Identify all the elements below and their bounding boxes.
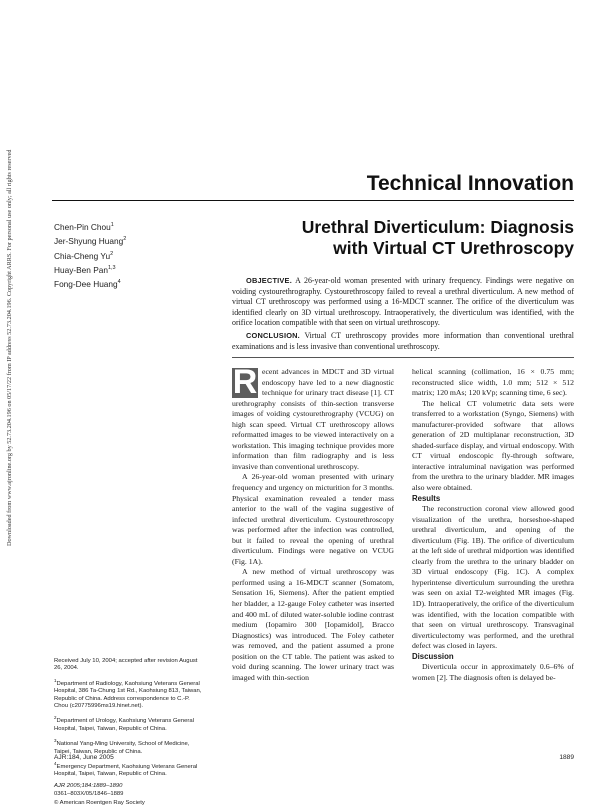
- objective-label: OBJECTIVE.: [246, 276, 292, 285]
- author: Fong-Dee Huang$^4$: [54, 279, 121, 290]
- body-column-left: [232, 363, 394, 683]
- author: Chia-Cheng Yu$^2$: [54, 250, 114, 261]
- affiliation: $^1$Department of Radiology, Kaohsiung Veterans General Hospital, 386 Ta-Chung 1st Rd., Kaohsiung 813, Taiwan, Republic of China. Address correspondence to C.-P. Chou (c20775996ms19.hinet.net).: [54, 677, 202, 709]
- article-title: Urethral Diverticulum: Diagnosis with Virtual CT Urethroscopy: [301, 217, 574, 258]
- page-number: 1889: [559, 754, 574, 761]
- author: Jer-Shyung Huang$^2$: [54, 236, 127, 247]
- journal-footer: AJR:184, June 2005: [54, 754, 114, 761]
- paragraph: Diverticula occur in approximately 0.6–6% of women [2]. The diagnosis often is delayed be-: [412, 662, 574, 682]
- issn: 0361–803X/05/1846–1889: [54, 791, 124, 798]
- abstract-objective: OBJECTIVE. A 26-year-old woman presented with urinary frequency. Findings were negative on voiding cystourethrography. Cystourethroscopy failed to reveal a urethral diverticulum. A new method of virtual CT urethroscopy was performed using a 16-MDCT scanner. The orifice of the diverticulum was identified clearly on 3D virtual urethroscopy. Intraoperatively, the diverticulum was identified, with the orifice location compatible with that seen on virtual urethroscopy.: [232, 276, 574, 328]
- affiliation: $^3$National Yang-Ming University, School of Medicine, Taipei, Taiwan, Republic of China.: [54, 738, 190, 755]
- paragraph: helical scanning (collimation, 16 × 0.75 mm; reconstructed slice width, 1.0 mm; 512 × 512 matrix; 120 mAs; 120 kVp; scanning time, 6 sec).: [412, 367, 574, 398]
- author: Chen-Pin Chou$^1$: [54, 221, 114, 232]
- citation: AJR 2005;184:1889–1890: [54, 782, 123, 789]
- download-notice: Downloaded from www.ajronline.org by 52.73.204.196 on 05/17/22 from IP address 52.73.204.196. Copyright ARRS. For personal use only; all rights reserved: [6, 149, 13, 546]
- paragraph: R ecent advances in MDCT and 3D virtual endoscopy have led to a new diagnostic technique for urinary tract disease [1]. CT urethrography consists of thin-section transverse images of voiding cystourethrography (VCUG) on high scan speed. Virtual CT urethroscopy allows reformatted images to be viewed interactively on a workstation. This imaging technique provides more information than film radiography and is less invasive than conventional urethroscopy.: [232, 363, 394, 471]
- drop-cap: R: [232, 363, 258, 401]
- body-column-right: [412, 367, 574, 683]
- copyright: © American Roentgen Ray Society: [54, 799, 145, 806]
- discussion-heading: Discussion: [412, 651, 454, 661]
- author: Huay-Ben Pan$^{1,3}$: [54, 264, 116, 275]
- paragraph: A new method of virtual urethroscopy was performed using a 16-MDCT scanner (Somatom, Sensation 16, Siemens). After the patient emptied her bladder, a 12-gauge Foley catheter was inserted and 400 mL of diluted water-soluble iodine contrast medium (Iopamiro 300 [Iopamidol], Bracco Diagnostics) was introduced. The Foley catheter was removed, and the patient assumed a prone position on the CT table. The patient was asked to void during scanning. The lower urinary tract was imaged with thin-section: [232, 567, 394, 682]
- abstract-divider: [232, 357, 574, 358]
- paragraph: A 26-year-old woman presented with urinary frequency and urgency on micturition for 3 months. Physical examination revealed a tender mass anterior to the wall of the vagina suggestive of infected urethral diverticulum. Cystourethroscopy was performed after the infection was controlled, but it failed to reveal the opening of urethral diverticulum. Findings were negative on VCUG (Fig. 1A).: [232, 472, 394, 566]
- paragraph: The reconstruction coronal view allowed good visualization of the urethra, horseshoe-shaped urethral diverticulum, and opening of the diverticulum (Fig. 1B). The orifice of diverticulum at the left side of urethral midportion was identified clearly from the urethra to the urinary bladder on 3D virtual endoscopy (Fig. 1C). A complex hyperintense diverticulum surrounding the urethra was seen on axial T2-weighted MR images (Fig. 1D). Intraoperatively, the orifice of the diverticulum was identified, with the location compatible with that seen on virtual urethroscopy. Transvaginal diverticulectomy was performed, and the urethral defect was closed in layers.: [412, 504, 574, 651]
- affiliation: $^4$Emergency Department, Kaohsiung Veterans General Hospital, Taipei, Taiwan, Republic of China.: [54, 760, 198, 778]
- section-divider: [52, 200, 574, 201]
- section-title: Technical Innovation: [366, 172, 574, 195]
- received-dates: Received July 10, 2004; accepted after revision August 26, 2004.: [54, 658, 198, 672]
- footnotes: [54, 658, 204, 811]
- abstract: [232, 276, 574, 354]
- abstract-conclusion: CONCLUSION. Virtual CT urethroscopy provides more information than conventional urethral examinations and is less invasive than conventional urethroscopy.: [232, 330, 574, 351]
- conclusion-label: CONCLUSION.: [246, 330, 300, 340]
- author-list: [54, 219, 126, 291]
- affiliation: $^2$Department of Urology, Kaohsiung Veterans General Hospital, Taipei, Taiwan, Republic of China.: [54, 715, 194, 732]
- paragraph: The helical CT volumetric data sets were transferred to a workstation (Syngo, Siemens) with manufacturer-provided software that allows generation of 2D multiplanar reconstruction, 3D shaded-surface display, and virtual endoscopy. With CT virtual endoscopic fly-through software, interactive intraluminal navigation was performed from the urethra to the urinary bladder. MR images also were obtained.: [412, 398, 574, 493]
- results-heading: Results: [412, 493, 441, 503]
